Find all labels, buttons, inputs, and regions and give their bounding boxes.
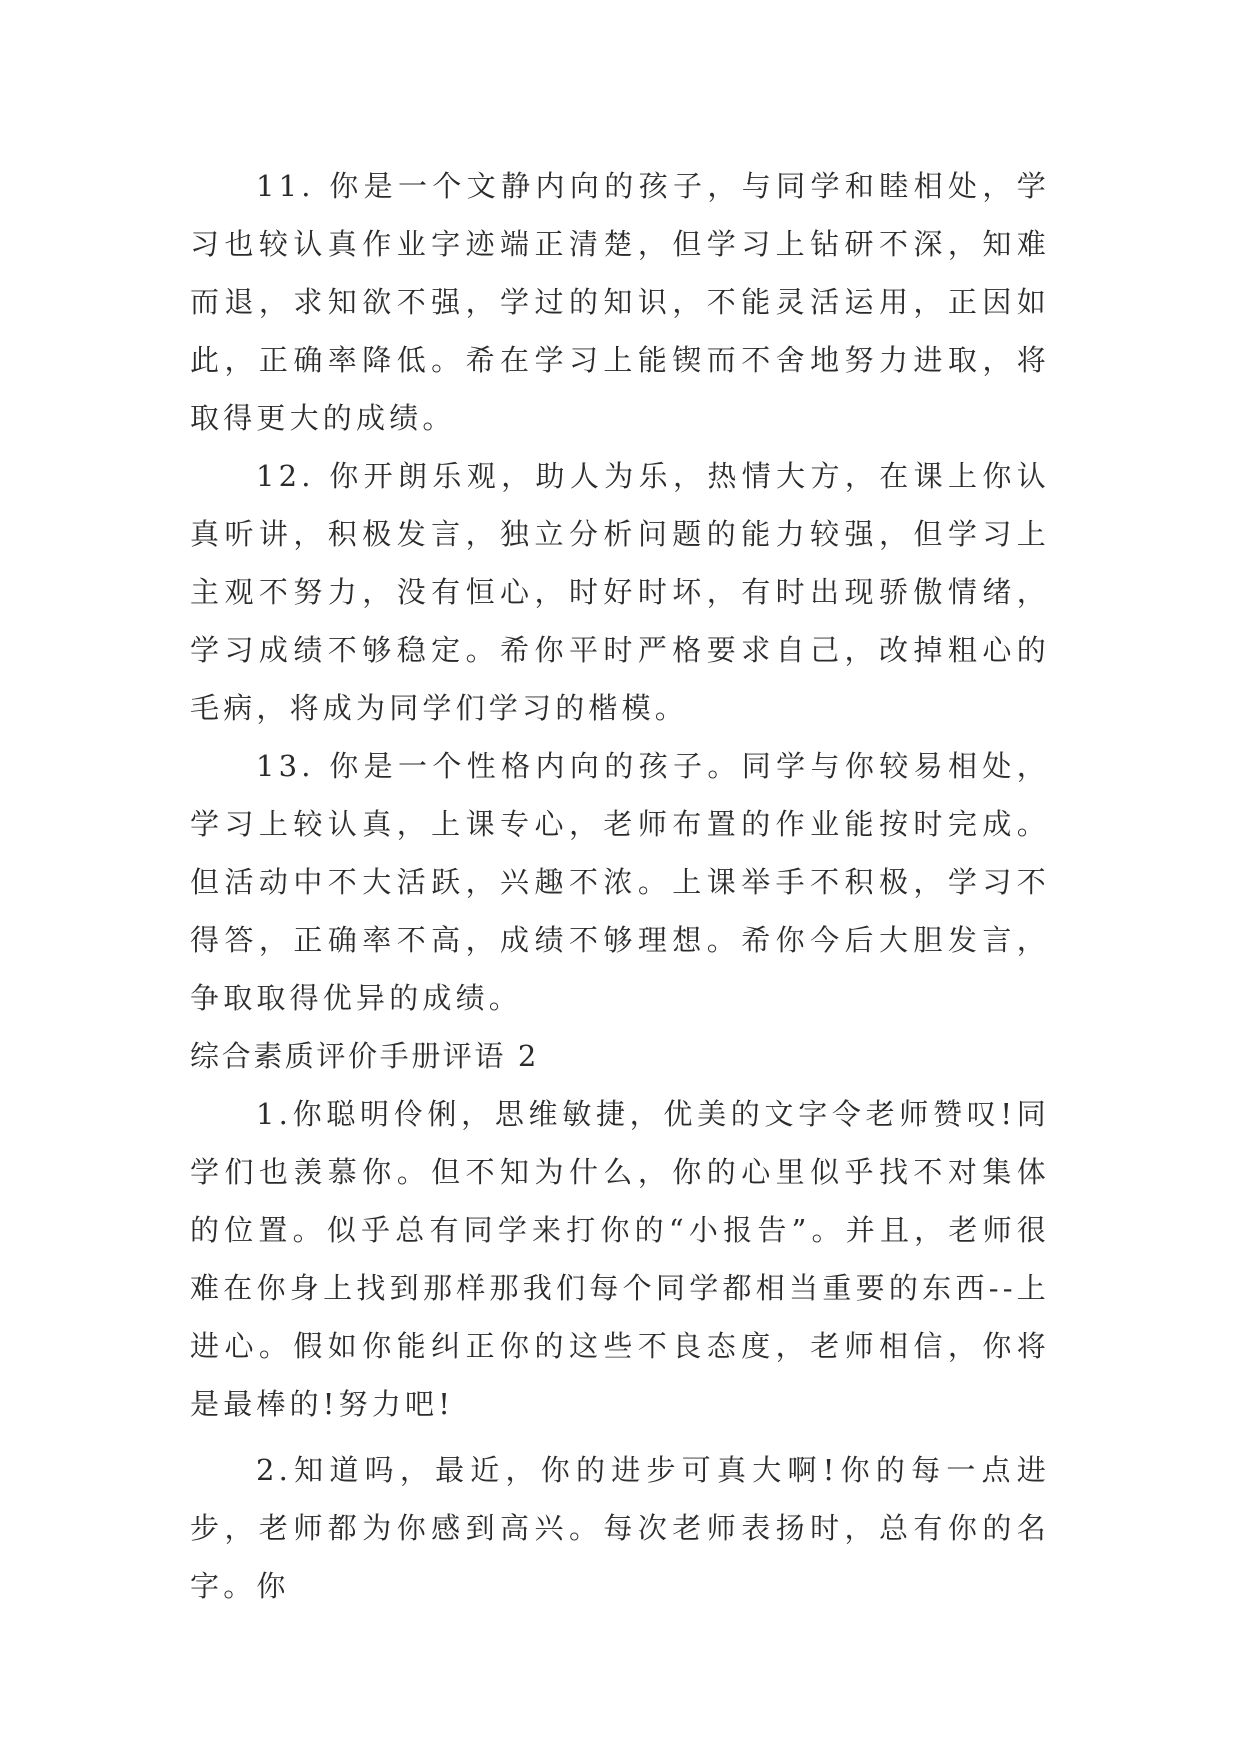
section-heading: 综合素质评价手册评语 2 [190,1039,539,1073]
comment-paragraph-2-1: 1.你聪明伶俐，思维敏捷，优美的文字令老师赞叹!同学们也羡慕你。但不知为什么，你的心里似乎找不对集体的位置。似乎总有同学来打你的“小报告”。并且，老师很难在你身上找到那样那我们每个同学都相当重要的东西--上进心。假如你能纠正你的这些不良态度，老师相信，你将是最棒的!努力吧! [190,1097,1050,1421]
comment-paragraph-11: 11. 你是一个文静内向的孩子，与同学和睦相处，学习也较认真作业字迹端正清楚，但学习上钻研不深，知难而退，求知欲不强，学过的知识，不能灵活运用，正因如此，正确率降低。希在学习上能锲而不舍地努力进取，将取得更大的成绩。 [190,169,1050,435]
document-body [190,157,1050,1615]
comment-paragraph-13: 13. 你是一个性格内向的孩子。同学与你较易相处，学习上较认真，上课专心，老师布置的作业能按时完成。但活动中不大活跃，兴趣不浓。上课举手不积极，学习不得答，正确率不高，成绩不够理想。希你今后大胆发言，争取取得优异的成绩。 [190,749,1050,1015]
comment-paragraph-12: 12. 你开朗乐观，助人为乐，热情大方，在课上你认真听讲，积极发言，独立分析问题的能力较强，但学习上主观不努力，没有恒心，时好时坏，有时出现骄傲情绪，学习成绩不够稳定。希你平时严格要求自己，改掉粗心的毛病，将成为同学们学习的楷模。 [190,459,1050,725]
comment-paragraph-2-2: 2.知道吗，最近，你的进步可真大啊!你的每一点进步，老师都为你感到高兴。每次老师表扬时，总有你的名字。你 [190,1453,1050,1603]
